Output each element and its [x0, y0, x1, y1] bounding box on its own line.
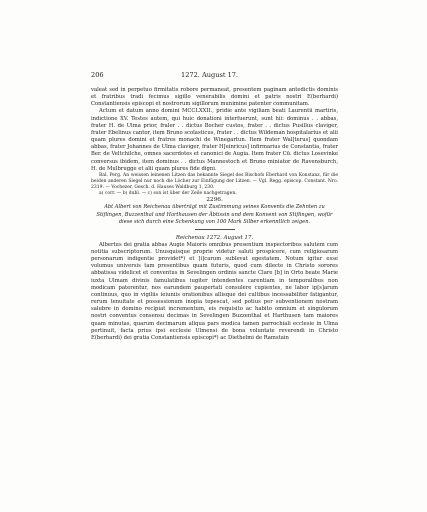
regest-summary: Abt Albert von Reichenau überträgt mit Zustimmung seines Konvents die Zehnten zu Stiflingen, Buzzenthal und Harthausen der Äbtissin und dem Konvent von Stiflingen, wofür diese sich durch eine Schenkung von 100 Mark Silber erkenntlich zeigen.	[96, 204, 333, 225]
previous-document-text: valeat sed in perpetuo firmitatis robore permaneat, presentem paginam antedictis dominis et fratribus tradi fecimus sigillo venerabilis domini et patris nostri E(berhardi) Constantiensis episcopi et nostrorum sigillorum munimine patenter communitam.	[91, 87, 338, 108]
footnotes: a) corr. — b) dubl. — c) son ist über der Zeile nachgetragen.	[99, 191, 237, 197]
source-note: Bal. Perg. An weissen leinenen Litzen das bekannte Siegel des Bischofs Eberhard von Konstanz, für die beiden anderen Siegel nur noch die Löcher zur Einfügung der Litzen. — Vgl. Regg. episcop. Constant. Nro. 2319. — Vochezer, Gesch. d. Hauses Waldburg 1, 230.	[91, 172, 338, 191]
document-date: Reichenau 1272. August 17.	[175, 234, 254, 241]
running-title: 1272. August 17.	[181, 71, 239, 79]
page-header	[91, 70, 338, 80]
document-number: 2296.	[206, 197, 223, 204]
page-number: 206	[91, 71, 104, 79]
page-body	[91, 87, 338, 342]
witness-paragraph: Actum et datum anno domini MCCLXXII., pridie ante vigiliam beati Laurentii martiris, indictione XV. Testes autem, qui huic donationi interfuerunt, sunt hii: dominus . . abbas, frater H. de Ulma prior, fraler . . dictus Bocher custos, frater . . dictus Pusillus claviger, frater Ebelinus cantor, item Bruno scolasticus, frater . . dictus Wildeman hospitalarius et alii quam plures domini et fratres monachi de Winegartun. Item frater Wal[terus] quondam abbas, frater Johannes de Ulma claviger, frater H[einricus] infirmarius de Constantia, frater Ber. de Veltchilche, omnes sacerdotes et canonici de Augia. Item frater Cū. dictus Losevinke conversus ibidem, item dominus . . dictus Mannestoch et Bruno miniator de Ravensburch, H. de Mulbrugge et alii quam plures fide digni.	[91, 108, 338, 172]
charter-text: Albertus dei gratia abbas Augie Maioris omnibus presentium inspectoribus salutem cum notitia subscriptorum. Unusquisque proprie videtur saluti prospicere, cum religiosarum personarum indigentie providet*) et [i]carum sublevat egestatem. Notum igitur esse volumus universis tam presentibus quam futuris, quod cum dilecte in Christo sorores abbatissa videlicet et conventus in Sevelingen ordinis sancte Clare [b] in Orto beate Marie iuxta Ulmam divinis famulatibus iugiter intendentes carentiam in temporalibus non modicam paterentur, nos earundem paupertati consulere cupientes, ne labor ip[s]arum continuus, quo in vigiliis ieiuniis orationibus allisque dei cultibus incessabiliter fatigantur, rerum tenuitate et possessionum inopia tepescat, sed potius per subventionem nostram salubre in domino recipiat incrementum, eis requisito ac habito omnium et singulorum nostri conventus consensu decimas in Sevelingen Buzzenthal et Harthusen tam maiores quam minutas, quarum decimarum aliqua pars modica tamen parrochiali ecclesie in Ulma pertinuit, facta prius ipsi ecclesie Ulmensi de bona voluntate reverendi in Christo E(berhardi) dei gratia Constantiensis episcopi*) ac Diethelmi de Ramstain	[91, 241, 338, 341]
separator-rule	[195, 229, 235, 230]
